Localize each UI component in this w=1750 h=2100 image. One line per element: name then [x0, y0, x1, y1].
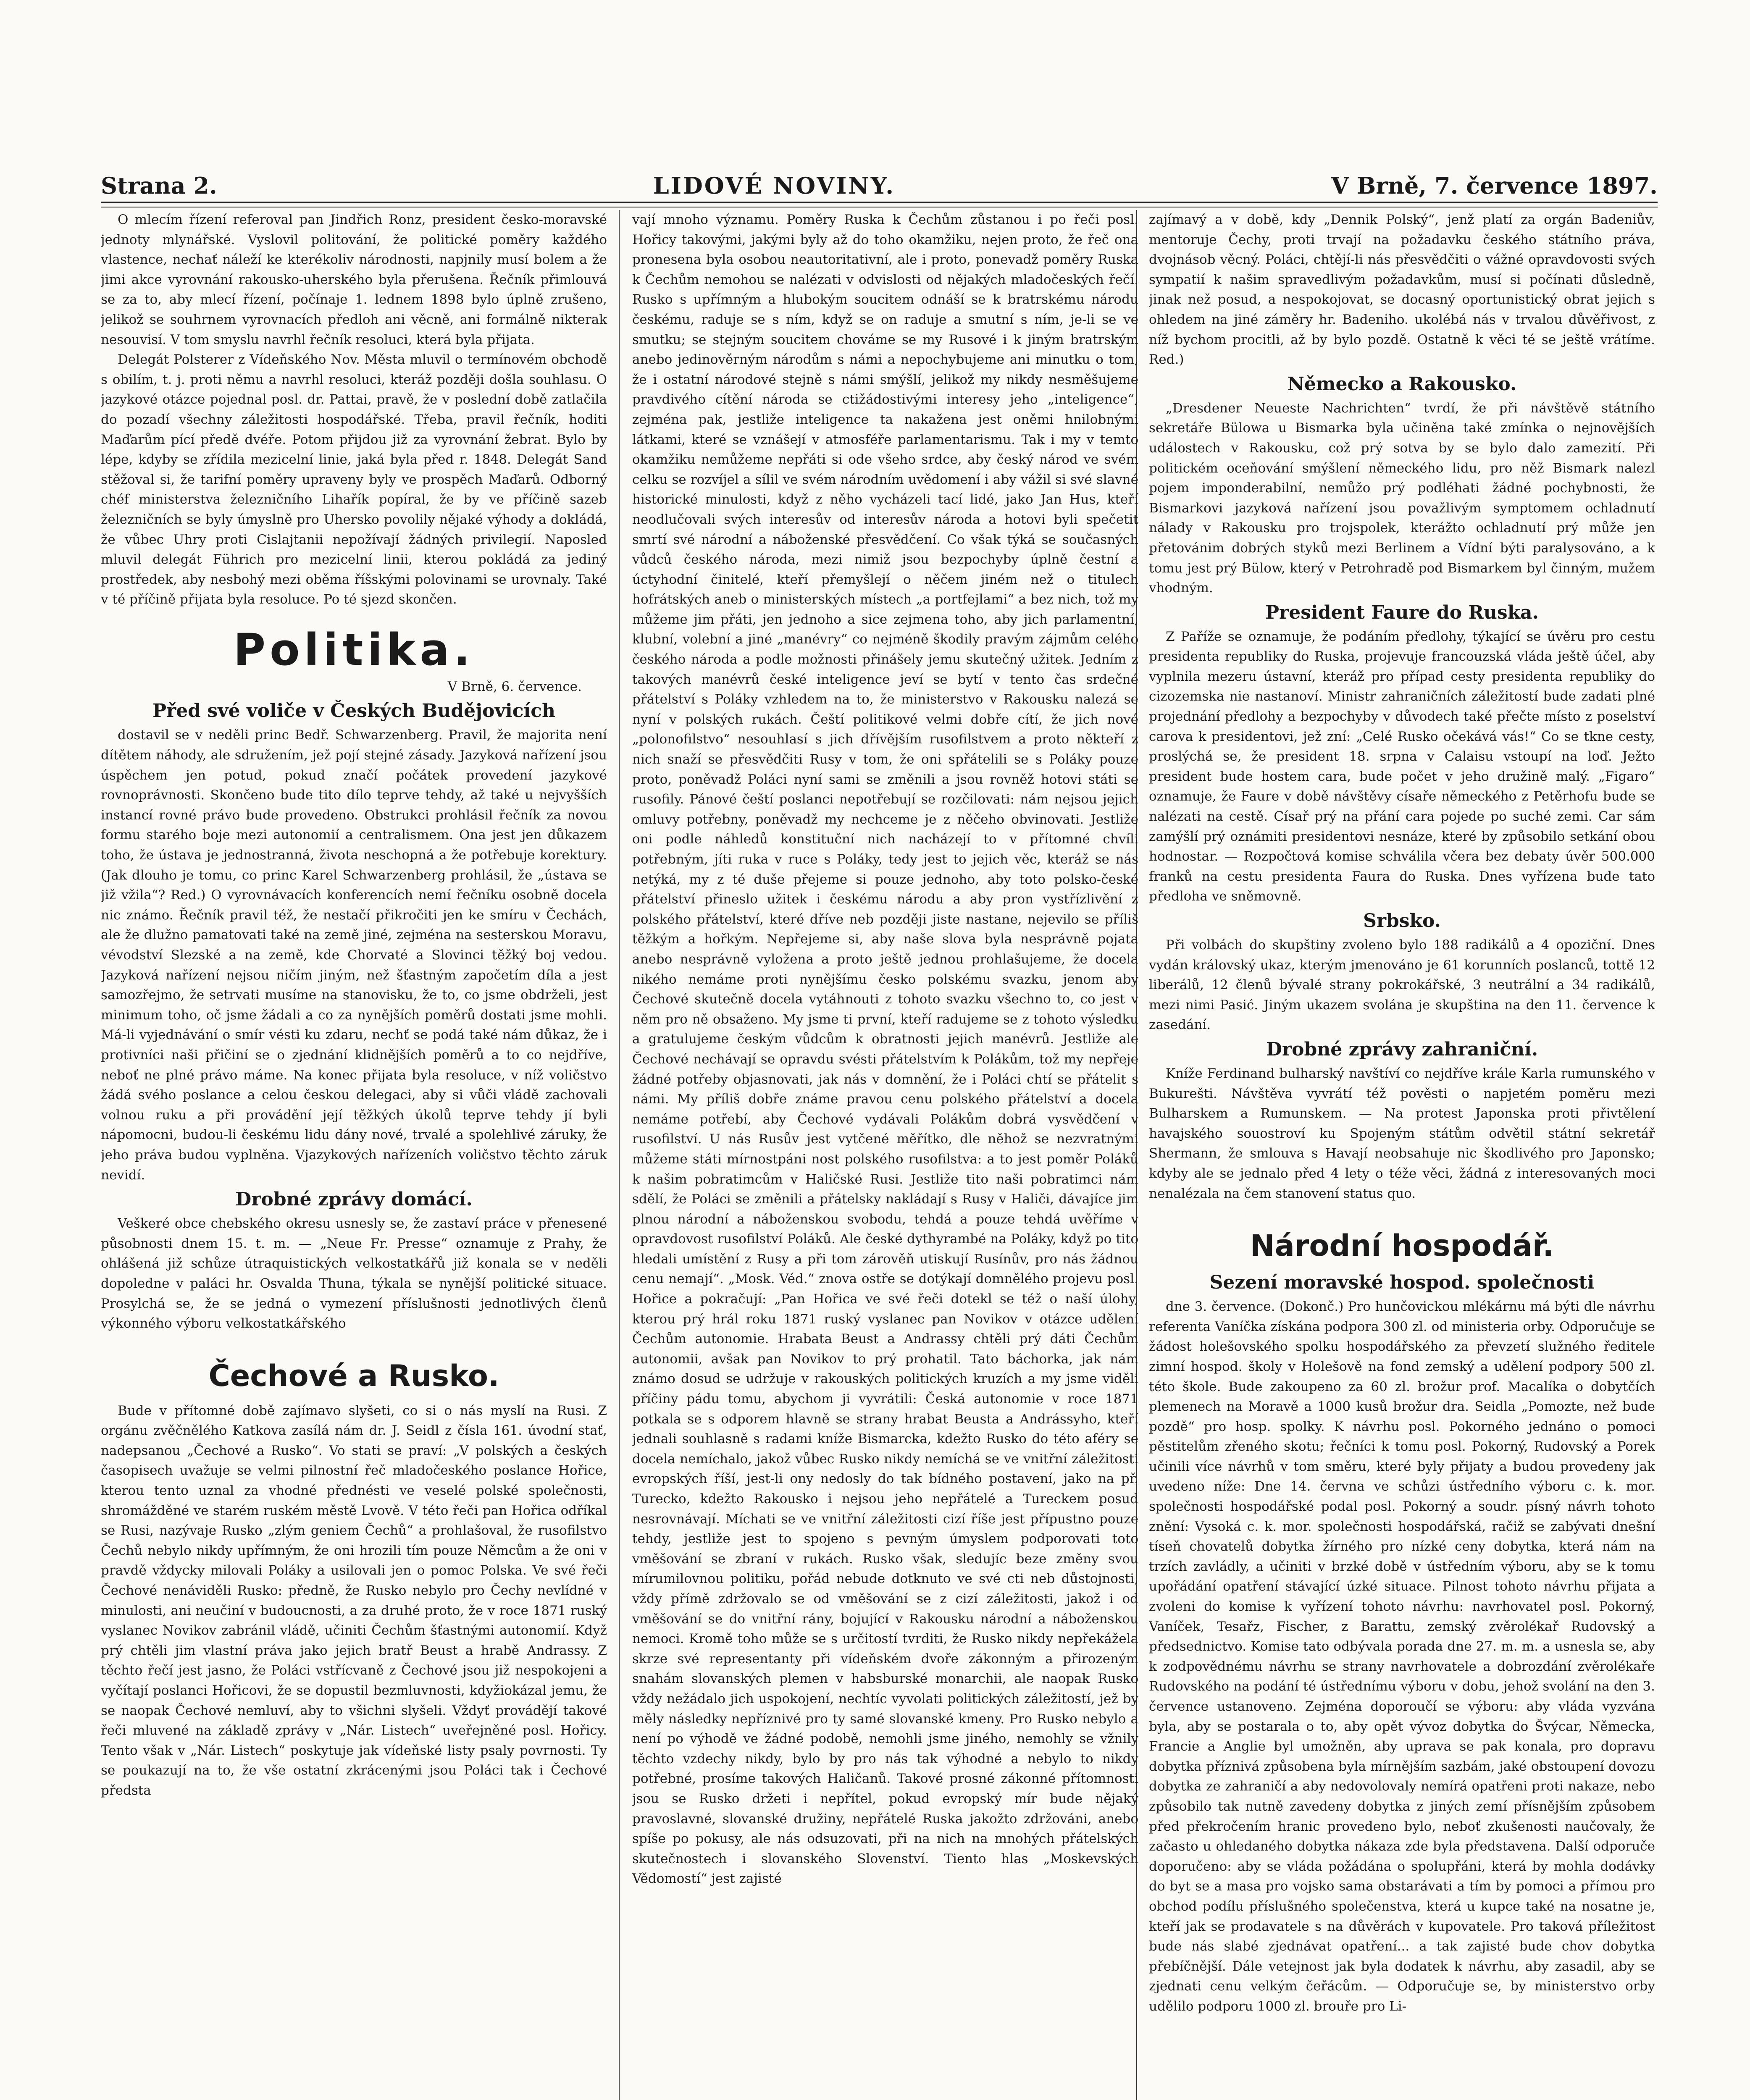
article-paragraph: Při volbách do skupštiny zvoleno bylo 188 radikálů a 4 opoziční. Dnes vydán královský ukaz, kterým jmenováno je 61 korunních poslanců, tottě 12 liberálů, 12 členů bývalé strany pokrokářské, 3 neutrální a 34 radikálů, mezi nimi Pasić. Jiným ukazem svolána je skupština na den 11. července k zasedání. [1149, 937, 1655, 1033]
masthead-title: LIDOVÉ NOVINY. [653, 172, 896, 199]
article-paragraph: dne 3. července. (Dokonč.) Pro hunčovickou mlékárnu má býti dle návrhu referenta Vaníčka získána podpora 300 zl. od ministeria orby. Odporučuje se žádost holešovského spolku hospodářského za převzetí služného ředitele zimní hospod. školy v Holešově na fond zemský a udělení podpory 500 zl. této škole. Bude zakoupeno za 60 zl. brožur prof. Macalíka o dobytčích plemenech na Moravě a 1000 kusů brožur dra. Seidla „Pomozte, než bude pozdě“ pro hosp. spolky. K návrhu posl. Pokorného jednáno o pomoci pěstitelům zřeného skotu; řečníci k tomu posl. Pokorný, Rudovský a Porek učinili více návrhů v tom směru, které byly přijaty a budou provedeny jak uvedeno níže: Dne 14. června ve schůzi ústředního výboru c. k. mor. společnosti hospodářské podal posl. Pokorný a soudr. písný návrh tohoto znění: Vysoká c. k. mor. společnosti hospodářská, račiž se zabývati dnešní tíseň chovatelů dobytka žírného pro nízké ceny dobytka, která nám na trzích zavládly, a učiniti v brzké době v ústředním výboru, aby se k tomu upořádání opatření stávající úzké situace. Pilnost tohoto návrhu přijata a zvoleni do komise k vyřízení tohoto návrhu: navrhovatel posl. Pokorný, Vaníček, Tesařz, Fischer, z Barattu, zemský zvěrolékař Rudovský a předsednictvo. Komise tato odbývala porada dne 27. m. m. a usnesla se, aby k zodpovědnému návrhu se strany navrhovatele a dobrozdání zvěrolékaře Rudovského na podání té ústřednímu výboru v dobu, jehož svolání na den 3. července ustanoveno. Zejména doporoučí se výboru: aby vláda vyzvána byla, aby se postarala o to, aby opět vývoz dobytka do Švýcar, Německa, Francie a Anglie byl umožněn, aby uprava se pak konala, pro dopravu dobytka příznivá způsobena byla mírnějším sazbám, jaké obstoupení dovozu dobytka ze zahraničí a aby nedovolovaly nemírá opatřeni proti nakaze, nebo způsobilo tak nutně zavedeny dobytka z jiných zemí přísnějším způsobem před překročením hranic provedeno bylo, neboť zkušenosti naučovaly, že začasto u ohledaného dobytka nákaza zde byla představena. Další odporuče doporučeno: aby se vláda požádána o spolupřáni, která by mohla dodávky do byt se a masa pro vojsko sama obstarávati a tím by pomoci a přímou pro obchod podílu příslušného společenstva, která u kupce také na nosatne je, kteří jak se prodavatele s na důvěrách v kupovatele. Pro taková příležitost bude nás slabé zjednávat opatření... a tak zajisté bude chov dobytka přebíčnější. Dále vetejnost jak byla dodatek k návrhu, aby zasadil, aby se zjednati cenu velkým čeřácům. — Odporučuje se, by ministerstvo orby udělilo podporu 1000 zl. brouře pro Li- [1149, 1299, 1655, 2014]
column-3 [1149, 210, 1655, 2100]
article-paragraph: Kníže Ferdinand bulharský navštíví co nejdříve krále Karla rumunského v Bukurešti. Návštěva vyvrátí též pověsti o napjetém poměru mezi Bulharskem a Rumunskem. — Na protest Japonska proti přivtělení havajského souostroví ku Spojeným státům odvětil státní sekretář Shermann, že smlouva s Havají neobsahuje nic škodlivého pro Japonsko; kdyby ale se jednalo před 4 lety o téže věci, žádná z interesovaných moci nenalézala na čem stanovení status quo. [1149, 1066, 1655, 1201]
page-number: Strana 2. [101, 172, 217, 199]
article-heading: Drobné zprávy zahraniční. [1266, 1038, 1538, 1060]
article-paragraph: Veškeré obce chebského okresu usnesly se, že zastaví práce v přenesené působnosti dnem 15. t. m. — „Neue Fr. Presse“ oznamuje z Prahy, že ohlášená již schůze útraquistických velkostatkářů již konala se v neděli dopoledne v paláci hr. Osvalda Thuna, týkala se nynější politické situace. Prosylchá se, že se jedná o vymezení příslušnosti jednotlivých členů výkonného výboru velkostatkářského [101, 1216, 607, 1331]
article-heading: Srbsko. [1363, 910, 1441, 932]
issue-date: V Brně, 7. července 1897. [1331, 172, 1658, 199]
columns [101, 210, 1658, 2100]
article-paragraph: Z Paříže se oznamuje, že podáním předlohy, týkající se úvěru pro cestu presidenta republiky do Ruska, projevuje francouzská vláda ještě účel, aby vyplnila mezeru ústavní, kteráž pro případ cesty presidenta republiky do cizozemska nie nastanoví. Ministr zahraničních záležitostí bude zadati plné projednání předlohy a bezpochyby v důvodech také přečte místo z poselství carova k presidentovi, jež zní: „Celé Rusko očekává vás!“ Co se tkne cesty, proslýchá se, že president 18. srpna v Calaisu vstoupí na loď. Ježto president bude hostem cara, bude počet v jeho družině malý. „Figaro“ oznamuje, že Faure v době návštěvy císaře německého z Petěrhofu bude se nalézati na cestě. Císař prý na přání cara pojede po suché zemi. Car sám zamýšlí prý oznámiti presidentovi nesnáze, které by způsobilo setkání obou hodnostar. — Rozpočtová komise schválila včera bez debaty úvěr 500.000 franků na cestu presidenta Faura do Ruska. Dnes vyřízena bude tato předloha ve sněmovně. [1149, 629, 1655, 904]
section-heading-politika: Politika. [233, 624, 475, 675]
column-divider [619, 210, 620, 2100]
column-2 [632, 210, 1138, 2100]
article-paragraph: O mlecím řízení referoval pan Jindřich Ronz, president česko-moravské jednoty mlynářské. Vyslovil politování, že politické poměry každého vlastence, nechať náleží ke kterékoliv národnosti, napjnily musí bolem a že jimi akce vyrovnání rakousko-uherského byla přerušena. Řečník přimlouvá se za to, aby mlecí řízení, počínaje 1. lednem 1898 bylo úplně zrušeno, jelikož se souhrnem vyrovnacích předloh ani věcně, ani formálně nikterak nesouvisí. V tom smyslu navrhl řečník resoluci, která byla přijata. [101, 212, 607, 347]
article-heading: President Faure do Ruska. [1265, 601, 1539, 623]
article-paragraph: zajímavý a v době, kdy „Dennik Polský“, jenž platí za orgán Badeniův, mentoruje Čechy, proti trvají na požadavku českého státního práva, dvojnásob věcný. Poláci, chtějí-li nás přesvědčiti o vážné opravdovosti svých sympatií k našim spravedlivým požadavkům, musí si počínati důsledně, jinak než posud, a nespokojovat, se docasný oportunistický obrat jejich s ohledem na jiné záměry hr. Badeniho. ukolébá nás v trvalou důvěřivost, z níž bychom procitli, až by bylo pozdě. Ostatně k věci té se ještě vrátíme. Red.) [1149, 212, 1655, 368]
article-heading: Německo a Rakousko. [1287, 373, 1517, 395]
dateline: V Brně, 6. července. [447, 679, 582, 694]
article-paragraph: „Dresdener Neueste Nachrichten“ tvrdí, že při návštěvě státního sekretáře Bülowa u Bismarka byla učiněna také zmínka o nejnovějších událostech v Rakousku, což prý sotva by se bylo dalo zamezití. Při politickém oceňování smýšlení německého lidu, pro něž Bismark nalezl pojem imponderabilní, nemůžo prý podléhati žádné pochybnosti, že Bismarkovi jazyková nařízení jsou považlivým symptomem ochladnutí nálady v Rakousku pro trojspolek, kterážto ochladnutí prý může jen přetovánim dobrých styků mezi Berlinem a Vídní býti paralysováno, a k tomu jest prý Bülow, který v Petrohradě pod Bismarkem byl činným, mužem vhodným. [1149, 400, 1655, 596]
article-paragraph: Bude v přítomné době zajímavo slyšeti, co si o nás myslí na Rusi. Z orgánu zvěčnělého Katkova zasílá nám dr. J. Seidl z čísla 161. úvodní stať, nadepsanou „Čechové a Rusko“. Vo stati se praví: „V polských a českých časopisech uvažuje se velmi pilnostní řeč mladočeského poslance Hořice, kterou tento uznal za vhodné přednésti ve veselé polské společnosti, shromážděné ve starém ruském městě Lvově. V této řeči pan Hořica odříkal se Rusi, nazývaje Rusko „zlým geniem Čechů“ a prohlašoval, že rusofilstvo Čechů nebylo nikdy upřímným, že oni hrozili tím pouze Němcům a že oni v pravdě vždycky milovali Poláky a usilovali jen o pomoc Polska. Ve své řeči Čechové nenáviděli Rusko: předně, že Rusko nebylo pro Čechy nevlídné v minulosti, ani neučiní v budoucnosti, a za druhé proto, že v roce 1871 ruský vyslanec Novikov zabránil vládě, učiniti Čechům šťastnými autonomií. Když prý chtěli jim vlastní práva jako jejich bratř Beust a hrabě Andrassy. Z těchto řečí jest jasno, že Poláci vstřícvaně z Čechové jsou již nespokojeni a vyčítají poslanci Hořicovi, že se dopustil bezmluvnosti, kdyžiokázal jemu, že se naopak Čechové nemluví, aby to všichni slyšeli. Vždyť provádějí takové řeči mluvené na základě zprávy v „Nár. Listech“ uveřejněné posl. Hořicy. Tento však v „Nár. Listech“ poskytuje jak vídeňské listy psaly povrnosti. Ty se poukazují na to, že vše ostatní zkrácenými jsou Poláci tak i Čechové předsta [101, 1403, 607, 1798]
section-heading-economy: Národní hospodář. [1250, 1228, 1554, 1263]
header-rule [101, 202, 1658, 203]
article-paragraph: Delegát Polsterer z Vídeňského Nov. Města mluvil o termínovém obchodě s obilím, t. j. proti němu a navrhl resoluci, kteráž později došla souhlasu. O jazykové otázce pojednal posl. dr. Pattai, pravě, že v poslední době zatlačila do pozadí všechny záležitosti hospodářské. Třeba, pravil řečník, hoditi Maďarům pící předě dvéře. Potom přijdou již za vyrovnání žebrat. Bylo by lépe, kdyby se zřídila mezicelní linie, jaká byla před r. 1848. Delegát Sand stěžoval si, že tarifní poměry upraveny byly ve prospěch Maďarů. Odborný chéf ministerstva železničního Lihařík popíral, že by ve příčině sazeb železničních se byly úmyslně pro Uhersko povolily nějaké výhody a dokládá, že vůbec Uhry proti Cislajtanii nepožívají žádných privilegií. Naposled mluvil delegát Führich pro mezicelní linii, kterou pokládá za jediný prostředek, aby nesbohý mezi oběma říšskými polovinami se urovnaly. Také v té příčině přijata byla resoluce. Po té sjezd skončen. [101, 352, 607, 607]
article-paragraph: dostavil se v neděli princ Bedř. Schwarzenberg. Pravil, že majorita není dítětem náhody, ale sdružením, jež pojí stejné zásady. Jazyková nařízení jsou úspěchem jen potud, pokud značí počátek provedení jazykové rovnoprávnosti. Skončeno bude tito dílo teprve tehdy, až také u nejvyšších instancí rovné právo bude provedeno. Obstrukci prohlásil řečník za novou formu starého boje mezi autonomií a centralismem. Ona jest jen důkazem toho, že ústava je jednostranná, života neschopná a že potřebuje korektury. (Jak dlouho je tomu, co princ Karel Schwarzenberg prohlásil, že „ústava se již vžila“? Red.) O vyrovnávacích konferencích nemí řečníku osobně docela nic známo. Řečník pravil též, že nestačí přikročiti jen ke smíru v Čechách, ale že dlužno pamatovati také na země jiné, zejména na sesterskou Moravu, vévodství Slezské a na země, kde Chorvaté a Slovinci těžký boj vedou. Jazyková nařízení nejsou ničím jiným, než šťastným započetím díla a jest samozřejmo, že setrvati musíme na stanovisku, že to, co jsme obdrželi, jest minimum toho, oč jsme žádali a co za nynějších poměrů dostati jsme mohli. Má-li vyjednávání o smír vésti ku zdaru, nechť se podá také nám důkaz, že i protivníci naši přičiní se o zjednání klidnějších poměrů a to co nejdříve, neboť ne plné právo máme. Na konec přijata byla resoluce, v níž voličstvo žádá svého poslance a celou českou delegaci, aby si vůči vládě zachovali volnou ruku a při provádění její těžkých úkolů teprve tehdy jí byli nápomocni, budou-li českému lidu dány nové, trvalé a spolehlivé záruky, že jeho práva budou vyplněna. Vjazykových nařízeních voličstvo těchto záruk nevidí. [101, 727, 607, 1183]
article-heading: Drobné zprávy domácí. [235, 1189, 473, 1210]
article-paragraph: vají mnoho významu. Poměry Ruska k Čechům zůstanou i po řeči posl. Hořicy takovými, jakými byly až do toho okamžiku, nejen proto, že řeč ona pronesena byla osobou neautoritativní, ale i proto, ponevadž poměry Ruska k Čechům nemohou se nalézati v odvislosti od nějakých mladočeských řečí. Rusko s upřímným a hlubokým soucitem odnáší se k bratrskému národu českému, raduje se s ním, když se on raduje a smutní s ním, je-li se ve smutku; se stejným soucitem chováme se my Rusové i k jiným bratrským anebo jedinověrným národům s námi a nepochybujeme ani minutku o tom, že i ostatní národové stejně s námi smýšlí, jelikož my nikdy nesměšujeme pravdivého cítění národa se ctižádostivými interesy jeho „inteligence“, zejména pak, jestliže inteligence ta nakažena jest oněmi hnilobnými látkami, které se vznášejí v atmosféře parlamentarismu. Tak i my v temto okamžiku nemůžeme nepřáti si ode všeho srdce, aby český národ ve svém celku se rozvíjel a sílil ve svém národním uvědomení i aby vážil si své slavné historické minulosti, když z něho vycházeli tací lidé, jako Jan Hus, kteří neodlučovali svých interesův od interesův národa a hotovi byli spečetit smrtí své národní a náboženské přesvědčení. Co však týká se současných vůdců českého národa, mezi nimiž jsou bezpochyby úplně čestní a úctyhodní činitelé, kteří přemyšlejí o něčem jiném než o titulech hofrátských aneb o ministerských místech „a portfejlami“ a bez nich, tož my můžeme jim přáti, jen jednoho a sice zejmena toho, aby jich parlamentní, klubní, volební a jiné „manévry“ co nejméně škodily pravým zájmům celého českého národa a podle možnosti přinášely jemu skutečný užitek. Jedním z takových manévrů české inteligence jeví se bytí v tento čas srdečné přátelství s Poláky vzhledem na to, že ministerstvo v Rakousku nalezá se nyní v polských rukách. Čeští politikové velmi dobře cítí, že jich nové „polonofilstvo“ nesouhlasí s jich dřívějším rusofilstvem a proto někteří z nich snaží se přesvědčiti Rusy v tom, že oni spřátelili se s Poláky pouze proto, poněvadž Poláci nyní sami se změnili a jsou rovněž hotovi státi se rusofily. Pánové čeští poslanci nepotřebují se rozčilovati: nám nejsou jejich omluvy potřebny, poněvadž my nechceme je z něčeho obvinovati. Jestliže oni podle náhledů konstituční nich nacházejí to v přítomné chvíli potřebným, jíti ruka v ruce s Poláky, tedy jest to jejich věc, kteráž se nás netýká, my z té duše přejeme si pouze jednoho, aby toto polsko-české přátelství přineslo užitek i českému národu a aby pron vystřízlivění z polského přátelství, které dříve neb později jiste nastane, nejevilo se příliš těžkým a hořkým. Nepřejeme si, aby naše slova byla nesprávně pojata anebo nesprávně vyložena a proto ještě jednou prohlašujeme, že docela nikého nemáme proti nynějšímu česko polskému svazku, jenom aby Čechové skutečně docela vytáhnouti z tohoto svazku všechno to, co jest v něm pro ně obsaženo. My jsme ti první, kteří radujeme se z tohoto výsledku a gratulujeme českým vůdcům k obratnosti jejich manévrů. Jestliže ale Čechové nechávají se opravdu svésti přátelstvím k Polákům, tož my nepřeje žádné potřeby objasnovati, jak nás v domnění, že i Poláci chtí se přátelit s námi. My příliš dobře známe pravou cenu polského přátelství a docela nemáme potřebí, aby Čechové vydávali Polákům dobrá vysvědčení v rusofilství. U nás Rusův jest vytčené měřítko, dle něhož se nezvratnými můžeme státi mírnostpáni nost polského rusofilstva: a to jest poměr Poláků k našim pobratimcům v Haličské Rusi. Jestliže tito naši pobratimci nám sdělí, že Poláci se změnili a přátelsky nakládají s Rusy v Haliči, dávajíce jim plnou národní a náboženskou svobodu, tehdá a pouze tehdá uvěříme v opravdovost rusofilství Poláků. Ale české dythyrambé na Poláky, když po tito hledali umístění z Rusy a při tom zárověň utiskují Rusínův, pro nás žádnou cenu nemají“. „Mosk. Véd.“ znova ostře se dotýkají domnělého projevu posl. Hořice a pokračují: „Pan Hořica ve své řeči dotekl se též o naší úlohy, kterou prý hrál roku 1871 ruský vyslanec pan Novikov v otázce udělení Čechům autonomie. Hrabata Beust a Andrassy chtěli prý dáti Čechům autonomii, avšak pan Novikov to prý prohatil. Tato báchorka, jak nám známo dosud se udržuje v rakouských politických kruzích a my jsme viděli příčiny pádu tomu, abychom ji vyvrátili: Česká autonomie v roce 1871 potkala se s odporem hlavně se strany hrabat Beusta a Andrássyho, kteří jednali souhlasně s radami kníže Bismarcka, kdežto Rusko do této aféry se docela nemíchalo, jakož vůbec Rusko nikdy nemíchá se ve vnitřní záležitosti evropských říší, jest-li ony nedosly do tak bídného postavení, jako na př. Turecko, kdežto Rakousko i nejsou jeho nepřátelé a Tureckem posud nesrovnávají. Míchati se ve vnitřní záležitosti cizí říše jest přípustno pouze tehdy, jestliže jest to spojeno s pevným úmyslem podporovati toto vměšování se zbraní v rukách. Rusko však, sledujíc beze změny svou mírumilovnou politiku, pořád nebude dotknuto ve své cti neb důstojnosti, vždy přímě zdržovalo se od vměšování se z cizí záležitosti, jakož i od vměšování se do vnitřní rány, bojující v Rakousku národní a náboženskou nemoci. Kromě toho může se s určitostí tvrditi, že Rusko nikdy nepřekážela skrze své representanty při vídeňském dvoře zákonným a přirozeným snahám slovanských plemen v habsburské monarchii, ale naopak Rusko vždy nežádalo jich uspokojení, nechtíc vyvolati politických záležitostí, jež by měly následky nepříznivé pro ty samé slovanské kmeny. Pro Rusko nebylo a není po výhodě ve žádné podobě, nemohli jsme jiného, nemohly se vžnily těchto vzdechy nikdy, bylo by pro nás tak výhodné a nebylo to nikdy potřebné, prosíme takových Haličanů. Takové prosné zákonné přítomnosti jsou se Rusko držeti i nepřítel, pokud evropský mír bude nějaký pravoslavné, slovanské družiny, nepřátelé Ruska jakožto zdržováni, anebo spíše po pokusy, ale nás odsuzovati, při na nich na mnohých přátelských skutečnostech i slovanského Slovenství. Tiento hlas „Moskevských Vědomostí“ jest zajisté [632, 212, 1138, 1887]
running-header [101, 172, 1658, 206]
article-heading: Sezení moravské hospod. společnosti [1209, 1272, 1595, 1294]
article-heading: Před své voliče v Českých Budějovicích [152, 700, 556, 722]
column-1 [101, 210, 607, 2100]
article-heading-czechs-russia: Čechové a Rusko. [208, 1358, 499, 1393]
